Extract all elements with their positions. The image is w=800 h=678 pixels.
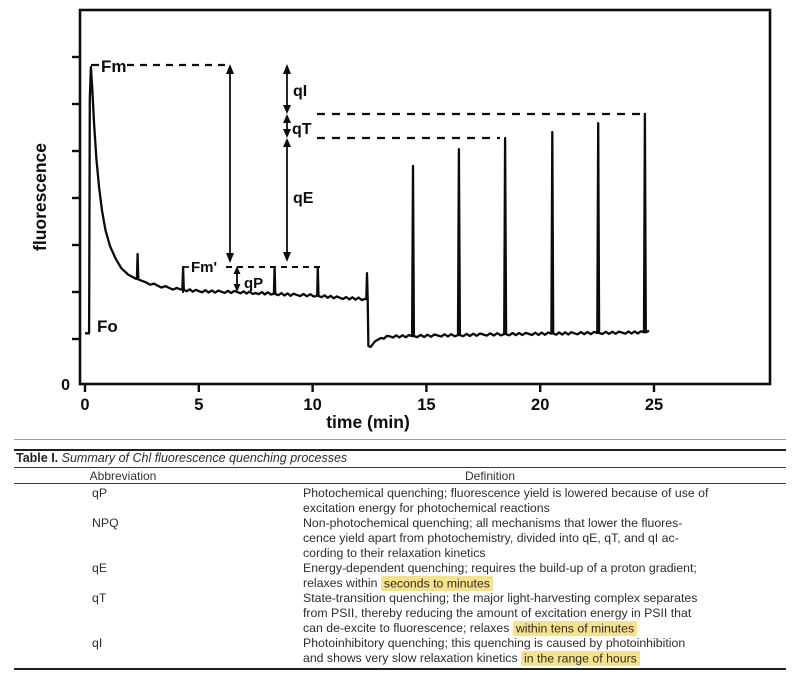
fm-label: Fm xyxy=(101,57,127,76)
definition-text: Photochemical quenching; fluorescence yield is lowered because of use of xyxy=(303,486,709,500)
definition-text: cording to their relaxation kinetics xyxy=(303,546,486,560)
x-axis-title: time (min) xyxy=(326,412,410,432)
highlight-text: seconds to minutes xyxy=(381,576,493,591)
table-row xyxy=(14,636,786,666)
abbreviation-cell: qI xyxy=(92,636,103,650)
npq-arrow xyxy=(226,64,234,263)
definition-line xyxy=(303,516,773,531)
definition-text: can de-excite to fluorescence; relaxes xyxy=(303,621,513,635)
table-header-row xyxy=(14,469,786,483)
definition-text: State-transition quenching; the major light-harvesting complex separates xyxy=(303,591,698,605)
column-header-definition: Definition xyxy=(464,469,516,483)
fo-label: Fo xyxy=(97,317,118,336)
definition-text: excitation energy for photochemical reactions xyxy=(303,501,550,515)
column-header-abbreviation: Abbreviation xyxy=(89,469,157,483)
definition-cell xyxy=(303,636,773,666)
definition-text: Energy-dependent quenching; requires the build-up of a proton gradient; xyxy=(303,561,697,575)
x-tick-label: 15 xyxy=(417,396,436,414)
definition-text: and shows very slow relaxation kinetics xyxy=(303,651,522,665)
definition-line xyxy=(303,486,773,501)
table-caption: Summary of Chl fluorescence quenching processes xyxy=(61,451,348,465)
x-tick-label: 10 xyxy=(303,396,322,414)
table-1 xyxy=(14,439,786,677)
qe-arrow xyxy=(283,138,291,262)
table-label: Table I. xyxy=(16,451,59,465)
fm-prime-label: Fm' xyxy=(191,259,218,276)
highlight-text: in the range of hours xyxy=(521,651,640,666)
definition-cell xyxy=(303,486,773,516)
definition-line xyxy=(303,531,773,546)
table-title xyxy=(16,452,347,465)
table-header-rule xyxy=(14,483,786,484)
table-row xyxy=(14,486,786,516)
definition-text: Non-photochemical quenching; all mechanisms that lower the fluores- xyxy=(303,516,683,530)
definition-text: Photoinhibitory quenching; this quenching is caused by photoinhibition xyxy=(303,636,686,650)
definition-text: from PSII, thereby reducing the amount of excitation energy in PSII that xyxy=(303,606,692,620)
definition-text: cence yield apart from photochemistry, divided into qE, qT, and qI ac- xyxy=(303,531,679,545)
qt-label: qT xyxy=(292,121,312,138)
definition-line xyxy=(303,546,773,561)
table-top-hairline xyxy=(14,439,786,440)
highlight-text: within tens of minutes xyxy=(513,621,637,636)
qe-label: qE xyxy=(293,190,314,207)
qi-arrow xyxy=(283,64,291,114)
definition-text: relaxes within xyxy=(303,576,381,590)
abbreviation-cell: qP xyxy=(92,486,108,500)
x-tick-label: 5 xyxy=(194,396,204,414)
qp-arrow xyxy=(234,266,241,292)
x-tick-label: 25 xyxy=(644,396,664,414)
table-row xyxy=(14,516,786,561)
definition-line xyxy=(303,621,773,636)
definition-line xyxy=(303,576,773,591)
x-tick-label: 0 xyxy=(80,396,90,414)
abbreviation-cell: qT xyxy=(92,591,107,605)
qt-arrow xyxy=(283,114,291,138)
y-axis-title: fluorescence xyxy=(30,143,50,251)
definition-cell xyxy=(303,561,773,591)
x-tick-label: 20 xyxy=(531,396,550,414)
x-axis-ticks xyxy=(80,384,663,414)
definition-line xyxy=(303,651,773,666)
qp-label: qP xyxy=(244,275,264,292)
abbreviation-cell: NPQ xyxy=(92,516,119,530)
fluorescence-trace xyxy=(85,67,649,347)
table-title-rule xyxy=(14,467,786,468)
table-row xyxy=(14,591,786,636)
abbreviation-cell: qE xyxy=(92,561,108,575)
table-bottom-rule xyxy=(14,668,786,670)
definition-cell xyxy=(303,516,773,561)
table-body xyxy=(14,486,786,666)
definition-cell xyxy=(303,591,773,636)
y-axis-zero-label: 0 xyxy=(61,377,70,394)
definition-line xyxy=(303,501,773,516)
definition-line xyxy=(303,636,773,651)
definition-line xyxy=(303,591,773,606)
definition-line xyxy=(303,561,773,576)
table-row xyxy=(14,561,786,591)
qi-label: qI xyxy=(293,83,308,100)
definition-line xyxy=(303,606,773,621)
